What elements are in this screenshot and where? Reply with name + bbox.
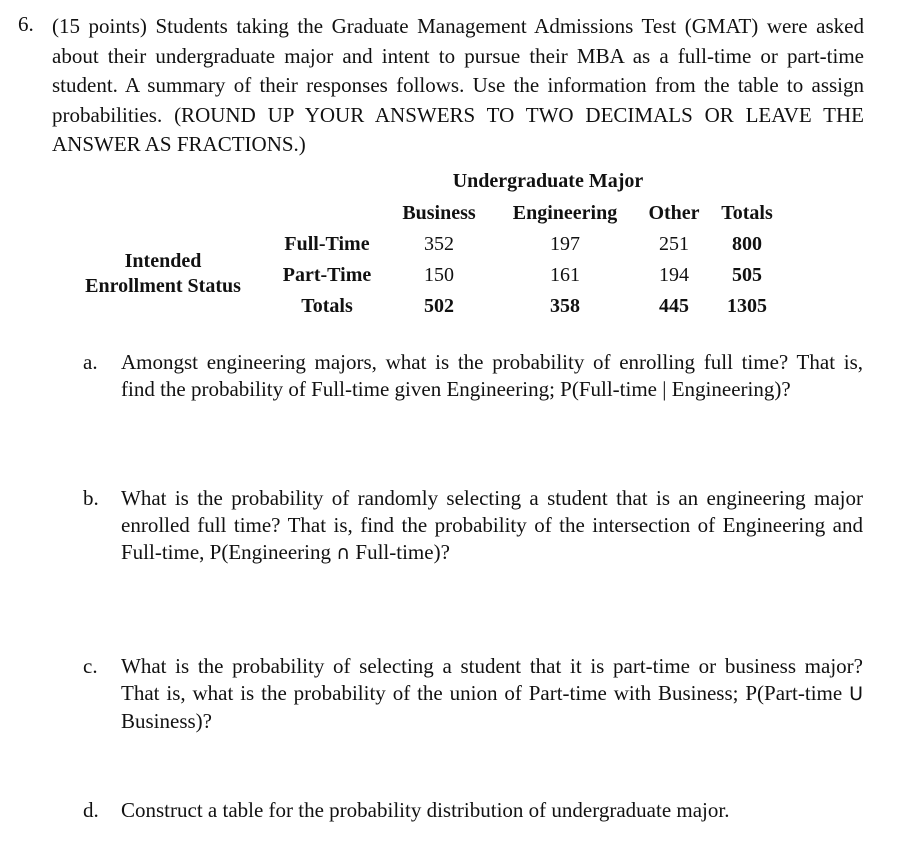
row-group-label: Intended xyxy=(124,250,202,272)
part-label: b. xyxy=(83,486,99,510)
part-label: c. xyxy=(83,654,98,678)
part-label: a. xyxy=(83,350,98,374)
table-cell: 502 xyxy=(424,295,454,317)
table-cell: 251 xyxy=(659,233,689,255)
row-label: Full-Time xyxy=(284,233,370,255)
intro-line: about their undergraduate major and intent to pursue their MBA as a full-time or part-time xyxy=(52,43,864,68)
part-label: d. xyxy=(83,798,99,822)
part-line: What is the probability of selecting a student that it is part-time or business major? xyxy=(121,654,863,678)
part-text xyxy=(121,349,863,403)
column-header: Engineering xyxy=(512,202,618,224)
part-line: Business)? xyxy=(121,709,212,733)
part-line-text: That is, what is the probability of the union of Part-time with Business; P(Part-time xyxy=(121,681,850,705)
question-intro xyxy=(52,12,864,160)
column-header: Totals xyxy=(721,202,773,224)
union-symbol: U xyxy=(849,683,863,705)
part-line: enrolled full time? That is, find the probability of the intersection of Engineering and xyxy=(121,513,863,537)
part-text xyxy=(121,653,863,735)
part-line-text: Full-time, P(Engineering xyxy=(121,540,337,564)
intro-line: ANSWER AS FRACTIONS.) xyxy=(52,132,306,156)
column-header: Business xyxy=(402,202,476,224)
part-text xyxy=(121,485,863,567)
table-cell: 197 xyxy=(550,233,580,255)
part-line: Amongst engineering majors, what is the probability of enrolling full time? That is, xyxy=(121,350,863,374)
column-header: Other xyxy=(648,202,700,224)
intro-line: probabilities. (ROUND UP YOUR ANSWERS TO TWO DECIMALS OR LEAVE THE xyxy=(52,102,864,127)
table-cell: 505 xyxy=(732,264,762,286)
table-cell: 358 xyxy=(550,295,580,317)
row-label: Part-Time xyxy=(282,264,372,286)
row-group-label: Enrollment Status xyxy=(85,275,241,297)
part-line: Construct a table for the probability distribution of undergraduate major. xyxy=(121,798,730,822)
table-cell: 161 xyxy=(550,264,580,286)
intro-line: student. A summary of their responses follows. Use the information from the table to assign xyxy=(52,73,864,97)
table-cell: 1305 xyxy=(727,295,767,317)
part-line-text: Full-time)? xyxy=(350,540,450,564)
part-line xyxy=(121,539,863,567)
intro-line: (15 points) Students taking the Graduate Management Admissions Test (GMAT) were asked xyxy=(52,14,864,38)
table-super-header: Undergraduate Major xyxy=(452,170,644,192)
intersection-symbol: ∩ xyxy=(336,542,351,564)
question-number: 6. xyxy=(18,12,34,36)
table-cell: 150 xyxy=(424,264,454,286)
table-cell: 352 xyxy=(424,233,454,255)
part-line: find the probability of Full-time given Engineering; P(Full-time | Engineering)? xyxy=(121,377,791,401)
part-text xyxy=(121,797,863,824)
part-line: What is the probability of randomly selecting a student that is an engineering major xyxy=(121,486,863,510)
part-line xyxy=(121,680,863,708)
table-cell: 800 xyxy=(732,233,762,255)
row-label: Totals xyxy=(301,295,353,317)
table-cell: 194 xyxy=(659,264,689,286)
table-cell: 445 xyxy=(659,295,689,317)
